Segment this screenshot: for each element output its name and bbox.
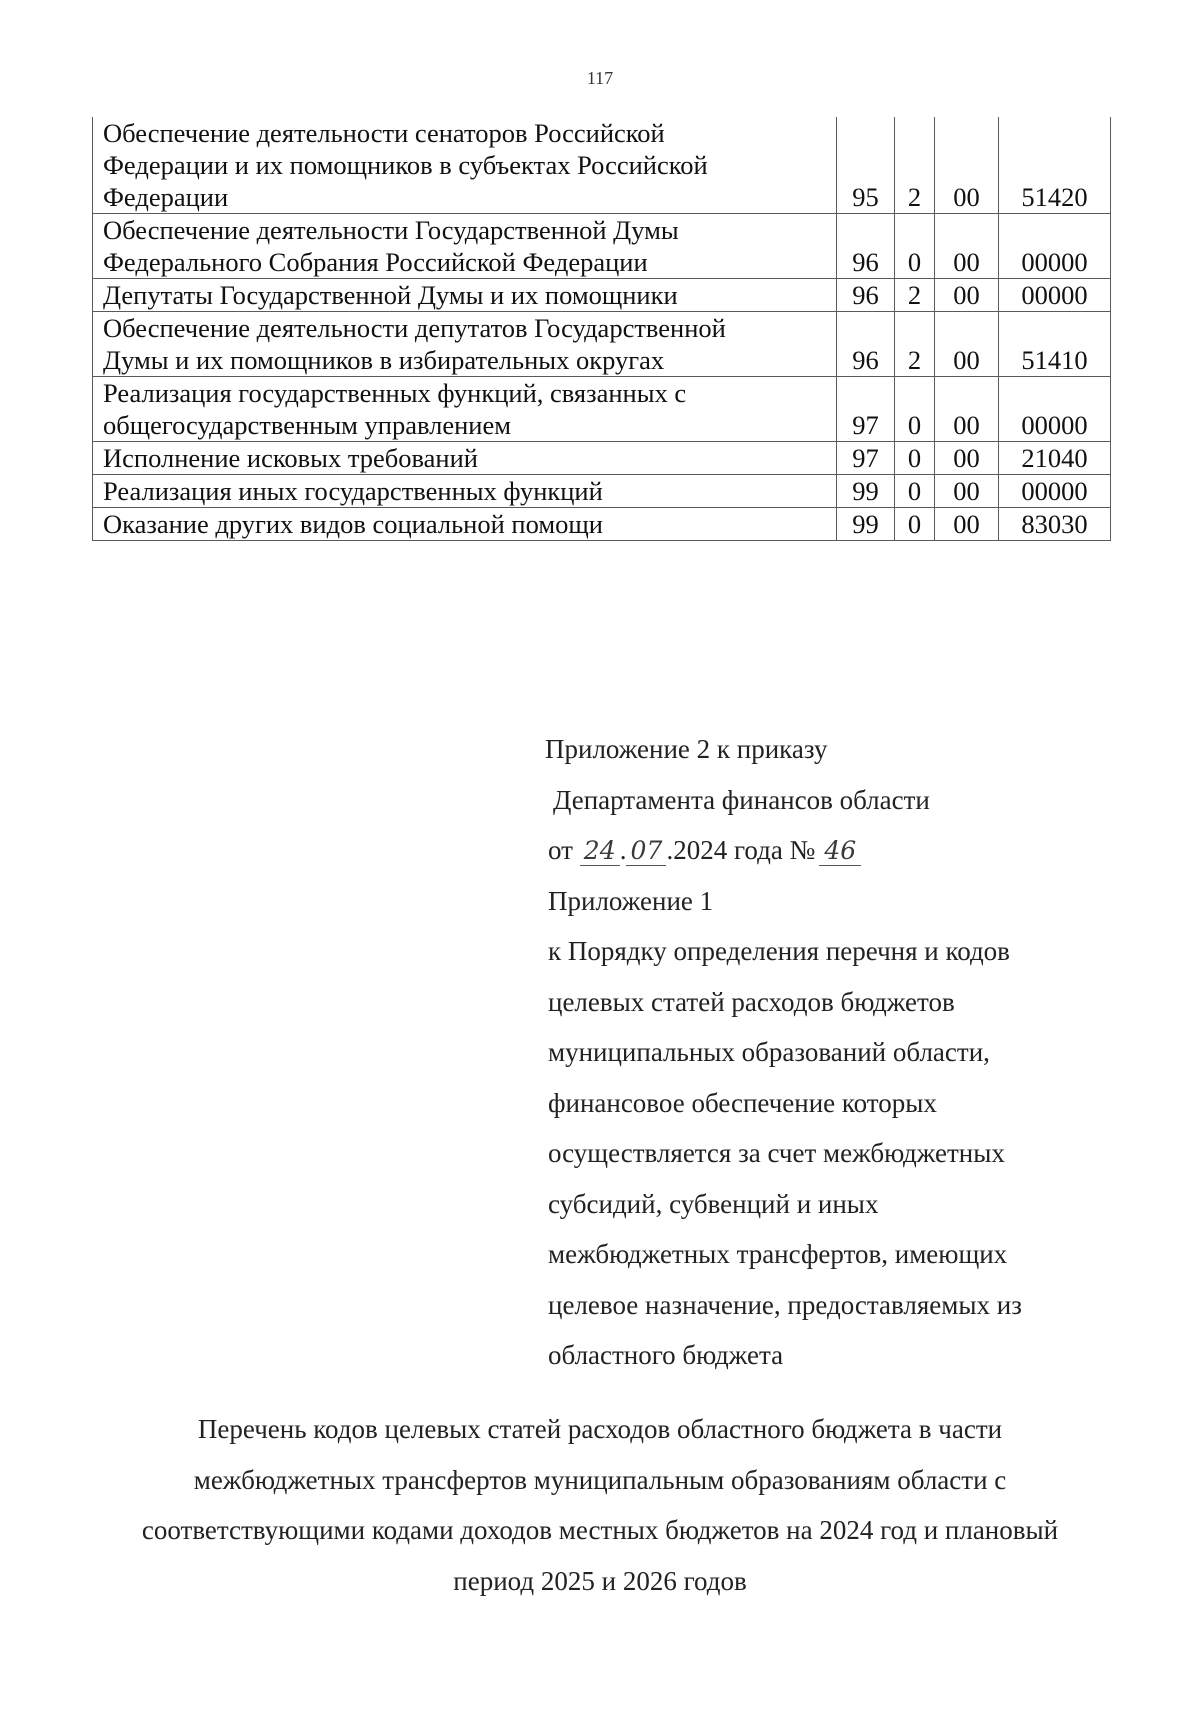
list-title xyxy=(80,1404,1120,1606)
code-cell-c1: 96 xyxy=(837,214,895,279)
appendix-body-line: межбюджетных трансфертов, имеющих xyxy=(548,1239,1008,1269)
code-cell-c3: 00 xyxy=(935,214,999,279)
table-row xyxy=(93,117,1111,214)
code-cell-c4: 21040 xyxy=(999,442,1111,475)
code-cell-c3: 00 xyxy=(935,312,999,377)
appendix-body-line: областного бюджета xyxy=(548,1340,784,1370)
row-name-cell xyxy=(93,312,837,377)
code-cell-c3: 00 xyxy=(935,279,999,312)
handwritten-month: 07 xyxy=(626,837,666,866)
row-name-line: Федерального Собрания Российской Федерации xyxy=(103,247,648,277)
code-cell-c2: 0 xyxy=(895,475,935,508)
appendix-body-line: муниципальных образований области, xyxy=(548,1037,990,1067)
table-row xyxy=(93,475,1111,508)
code-cell-c2: 2 xyxy=(895,279,935,312)
row-name-cell xyxy=(93,214,837,279)
table-body xyxy=(93,117,1111,541)
code-cell-c1: 96 xyxy=(837,312,895,377)
appendix-body-line: субсидий, субвенций и иных xyxy=(548,1188,879,1219)
code-cell-c3: 00 xyxy=(935,475,999,508)
code-cell-c4: 00000 xyxy=(999,214,1111,279)
list-title-line: Перечень кодов целевых статей расходов областного бюджета в части xyxy=(197,1414,1003,1444)
appendix-1-title: Приложение 1 xyxy=(548,885,714,916)
code-cell-c1: 97 xyxy=(837,442,895,475)
row-name-line: Депутаты Государственной Думы и их помощники xyxy=(103,280,678,310)
table-row xyxy=(93,312,1111,377)
row-name-line: Федерации и их помощников в субъектах Российской xyxy=(103,150,708,180)
page-number: 117 xyxy=(586,68,614,88)
appendix-department: Департамента финансов области xyxy=(553,784,930,815)
date-suffix: .2024 года № xyxy=(666,835,816,865)
code-cell-c1: 99 xyxy=(837,475,895,508)
appendix-body-line: целевое назначение, предоставляемых из xyxy=(548,1289,1022,1320)
code-cell-c3: 00 xyxy=(935,377,999,442)
appendix-date-line xyxy=(545,825,1105,876)
list-title-line: соответствующими кодами доходов местных бюджетов на 2024 год и плановый xyxy=(141,1515,1059,1545)
code-cell-c1: 97 xyxy=(837,377,895,442)
row-name-line: Обеспечение деятельности Государственной Думы xyxy=(103,215,679,245)
row-name-line: Обеспечение деятельности депутатов Государственной xyxy=(103,313,726,343)
code-cell-c2: 0 xyxy=(895,214,935,279)
handwritten-day: 24 xyxy=(580,837,620,866)
appendix-body-line: к Порядку определения перечня и кодов xyxy=(548,936,1010,966)
table-row xyxy=(93,377,1111,442)
row-name-line: Федерации xyxy=(103,182,229,212)
row-name-cell xyxy=(93,117,837,214)
code-cell-c2: 0 xyxy=(895,377,935,442)
table-row xyxy=(93,442,1111,475)
date-prefix: от xyxy=(548,835,573,865)
row-name-cell xyxy=(93,442,837,475)
table-row xyxy=(93,279,1111,312)
code-cell-c3: 00 xyxy=(935,442,999,475)
code-cell-c3: 00 xyxy=(935,117,999,214)
code-cell-c2: 0 xyxy=(895,508,935,541)
code-cell-c4: 00000 xyxy=(999,377,1111,442)
code-cell-c4: 51420 xyxy=(999,117,1111,214)
row-name-cell xyxy=(93,475,837,508)
row-name-line: Исполнение исковых требований xyxy=(103,443,478,473)
appendix-body-line: осуществляется за счет межбюджетных xyxy=(548,1138,1005,1168)
row-name-line: Оказание других видов социальной помощи xyxy=(103,509,603,539)
code-cell-c1: 96 xyxy=(837,279,895,312)
code-cell-c1: 95 xyxy=(837,117,895,214)
row-name-line: Реализация иных государственных функций xyxy=(103,476,603,506)
appendix-title: Приложение 2 к приказу xyxy=(545,734,828,764)
code-cell-c1: 99 xyxy=(837,508,895,541)
row-name-cell xyxy=(93,377,837,442)
date-separator: . xyxy=(619,835,627,865)
code-cell-c4: 51410 xyxy=(999,312,1111,377)
list-title-line: межбюджетных трансфертов муниципальным образованиям области с xyxy=(193,1464,1007,1495)
budget-codes-table xyxy=(92,117,1111,541)
handwritten-order-number: 46 xyxy=(819,837,861,866)
code-cell-c4: 00000 xyxy=(999,279,1111,312)
row-name-line: Думы и их помощников в избирательных округах xyxy=(103,345,665,375)
code-cell-c2: 0 xyxy=(895,442,935,475)
appendix-body-line: финансовое обеспечение которых xyxy=(548,1087,937,1118)
list-title-line: период 2025 и 2026 годов xyxy=(453,1565,747,1596)
code-cell-c3: 00 xyxy=(935,508,999,541)
code-cell-c2: 2 xyxy=(895,117,935,214)
row-name-cell xyxy=(93,508,837,541)
row-name-cell xyxy=(93,279,837,312)
row-name-line: Реализация государственных функций, связанных с xyxy=(103,378,687,408)
row-name-line: общегосударственным управлением xyxy=(103,410,512,440)
appendix-body-line: целевых статей расходов бюджетов xyxy=(548,986,955,1017)
appendix-header xyxy=(545,724,1105,1381)
row-name-line: Обеспечение деятельности сенаторов Российской xyxy=(103,118,665,148)
code-cell-c4: 83030 xyxy=(999,508,1111,541)
code-cell-c4: 00000 xyxy=(999,475,1111,508)
code-cell-c2: 2 xyxy=(895,312,935,377)
table-row xyxy=(93,508,1111,541)
table-row xyxy=(93,214,1111,279)
